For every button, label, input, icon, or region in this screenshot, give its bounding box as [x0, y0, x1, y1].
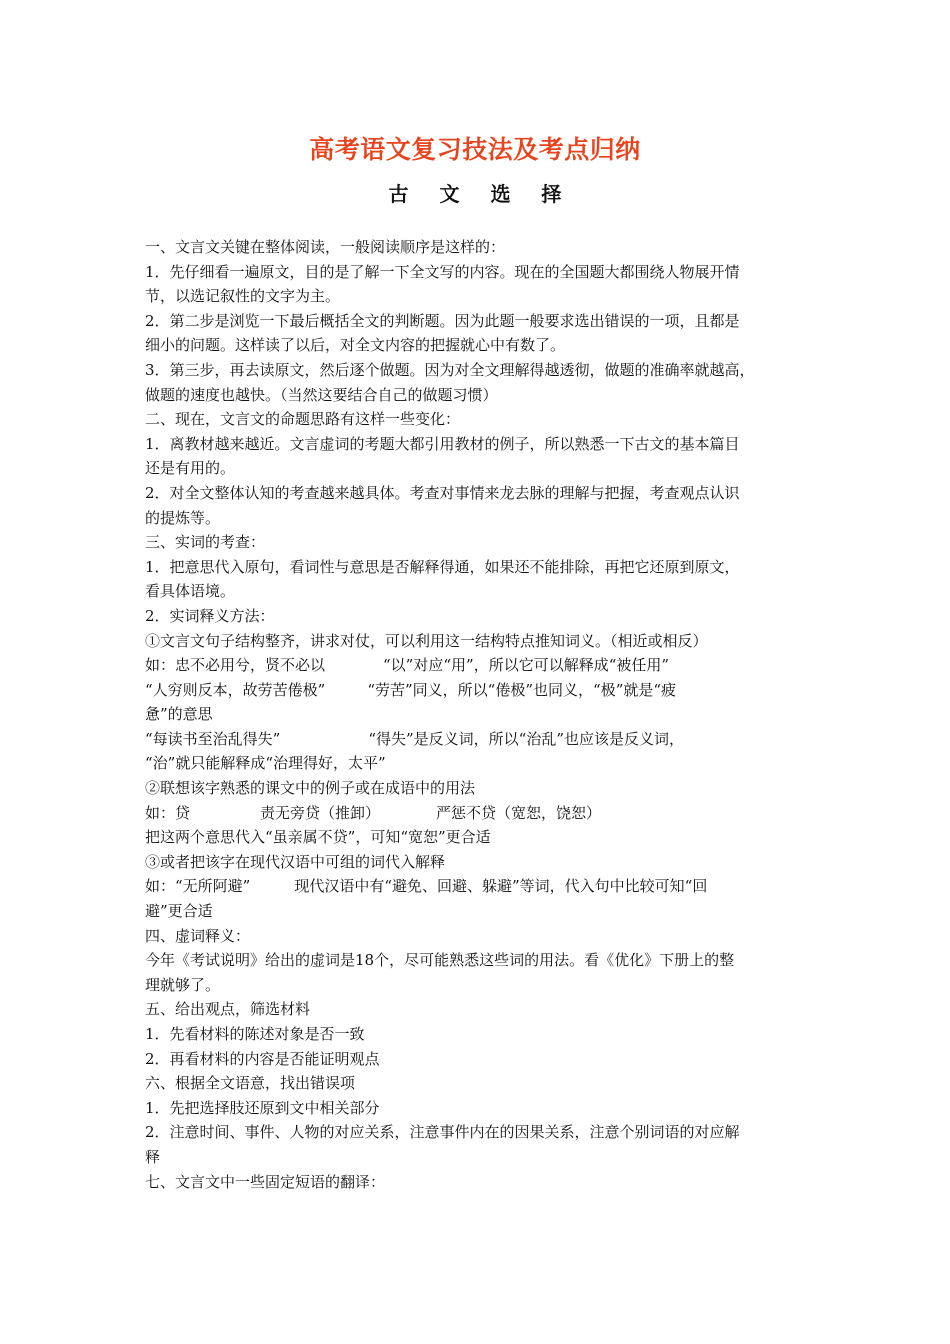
text-segment: ③或者把该字在现代汉语中可组的词代入解释	[145, 852, 446, 871]
text-segment: 二、现在，文言文的命题思路有这样一些变化：	[145, 410, 461, 429]
text-line	[145, 579, 813, 604]
text-line	[145, 1145, 813, 1170]
text-segment: 惫”的意思	[145, 705, 213, 724]
text-segment: 3．第三步，再去读原文，然后逐个做题。因为对全文理解得越透彻，做题的准确率就越高，	[145, 360, 755, 379]
text-line	[145, 973, 813, 998]
text-segment: 把这两个意思代入“虽亲属不贷”，可知“宽恕”更合适	[145, 828, 491, 847]
text-line	[145, 260, 813, 285]
text-segment: ①文言文句子结构整齐，讲求对仗，可以利用这一结构特点推知词义。（相近或相反）	[145, 631, 708, 650]
text-line	[145, 530, 813, 555]
text-segment: 看具体语境。	[145, 582, 236, 601]
text-segment: 1．先把选择肢还原到文中相关部分	[145, 1098, 380, 1117]
text-segment: “以”对应“用”，所以它可以解释成“被任用”	[383, 656, 670, 675]
text-segment: 现代汉语中有“避免、回避、躲避”等词，代入句中比较可知“回	[294, 877, 708, 896]
text-segment: 2．再看材料的内容是否能证明观点	[145, 1049, 380, 1068]
text-line	[145, 383, 813, 408]
text-line	[145, 678, 813, 703]
text-segment: “治”就只能解释成“治理得好，太平”	[145, 754, 386, 773]
text-line	[145, 653, 813, 678]
text-line	[145, 1170, 813, 1195]
text-segment: 如：贷	[145, 803, 191, 822]
text-segment: 还是有用的。	[145, 459, 236, 478]
text-segment: 1．离教材越来越近。文言虚词的考题大都引用教材的例子，所以熟悉一下古文的基本篇目	[145, 434, 740, 453]
text-line	[145, 235, 813, 260]
text-line	[145, 751, 813, 776]
text-line	[145, 506, 813, 531]
text-segment: 如：忠不必用兮，贤不必以	[145, 656, 326, 675]
text-line	[145, 825, 813, 850]
text-segment: 责无旁贷（推卸）	[260, 803, 381, 822]
text-line	[145, 874, 813, 899]
text-line	[145, 924, 813, 949]
text-line	[145, 432, 813, 457]
document-body	[145, 235, 813, 1194]
text-line	[145, 727, 813, 752]
text-line	[145, 1120, 813, 1145]
text-line	[145, 333, 813, 358]
text-line	[145, 997, 813, 1022]
text-line	[145, 1096, 813, 1121]
text-segment: 节，以选记叙性的文字为主。	[145, 287, 341, 306]
text-segment: 今年《考试说明》给出的虚词是18个，尽可能熟悉这些词的用法。看《优化》下册上的整	[145, 951, 735, 970]
text-line	[145, 629, 813, 654]
text-segment: 1．先看材料的陈述对象是否一致	[145, 1025, 365, 1043]
text-line	[145, 358, 813, 383]
text-line	[145, 776, 813, 801]
text-line	[145, 456, 813, 481]
text-line	[145, 555, 813, 580]
text-segment: “人穷则反本，故劳苦倦极”	[145, 680, 326, 699]
text-line	[145, 481, 813, 506]
section-subtitle: 古 文 选 择	[388, 182, 574, 206]
text-segment: 理就够了。	[145, 975, 221, 994]
text-line	[145, 1071, 813, 1096]
text-line	[145, 309, 813, 334]
text-segment: 做题的速度也越快。（当然这要结合自己的做题习惯）	[145, 385, 498, 404]
text-segment: 严惩不贷（宽恕，饶恕）	[436, 803, 602, 822]
text-segment: 2．第二步是浏览一下最后概括全文的判断题。因为此题一般要求选出错误的一项，且都是	[145, 311, 740, 330]
text-segment: 释	[145, 1147, 161, 1166]
text-segment: 如：“无所阿避”	[145, 877, 251, 896]
text-segment: 2．对全文整体认知的考查越来越具体。考查对事情来龙去脉的理解与把握，考查观点认识	[145, 483, 740, 502]
text-line	[145, 899, 813, 924]
text-segment: 1．先仔细看一遍原文，目的是了解一下全文写的内容。现在的全国题大都围绕人物展开情	[145, 262, 740, 281]
text-segment: ②联想该字熟悉的课文中的例子或在成语中的用法	[145, 779, 476, 798]
text-segment: 六、根据全文语意，找出错误项	[145, 1074, 356, 1093]
text-segment: 1．把意思代入原句，看词性与意思是否解释得通，如果还不能排除，再把它还原到原文，	[145, 557, 740, 576]
text-line	[145, 702, 813, 727]
text-segment: “劳苦”同义，所以“倦极”也同义，“极”就是“疲	[367, 680, 677, 699]
text-line	[145, 801, 813, 826]
text-line	[145, 850, 813, 875]
text-segment: 四、虚词释义：	[145, 926, 251, 945]
text-segment: 避”更合适	[145, 902, 213, 921]
text-segment: 五、给出观点，筛选材料	[145, 1000, 311, 1019]
text-segment: 的提炼等。	[145, 508, 221, 527]
text-line	[145, 1047, 813, 1072]
text-segment: 细小的问题。这样读了以后，对全文内容的把握就心中有数了。	[145, 336, 566, 355]
text-line	[145, 1022, 813, 1047]
text-segment: 三、实词的考查：	[145, 533, 266, 552]
text-segment: 2．注意时间、事件、人物的对应关系，注意事件内在的因果关系，注意个别词语的对应解	[145, 1123, 740, 1142]
text-line	[145, 948, 813, 973]
document-title: 高考语文复习技法及考点归纳	[309, 135, 641, 164]
text-segment: 七、文言文中一些固定短语的翻译：	[145, 1172, 386, 1191]
text-segment: “得失”是反义词，所以“治乱”也应该是反义词，	[368, 729, 685, 748]
text-segment: 2．实词释义方法：	[145, 606, 275, 625]
text-line	[145, 284, 813, 309]
text-segment: 一、文言文关键在整体阅读，一般阅读顺序是这样的：	[145, 238, 506, 256]
text-line	[145, 604, 813, 629]
text-line	[145, 407, 813, 432]
text-segment: “每读书至治乱得失”	[145, 729, 281, 748]
